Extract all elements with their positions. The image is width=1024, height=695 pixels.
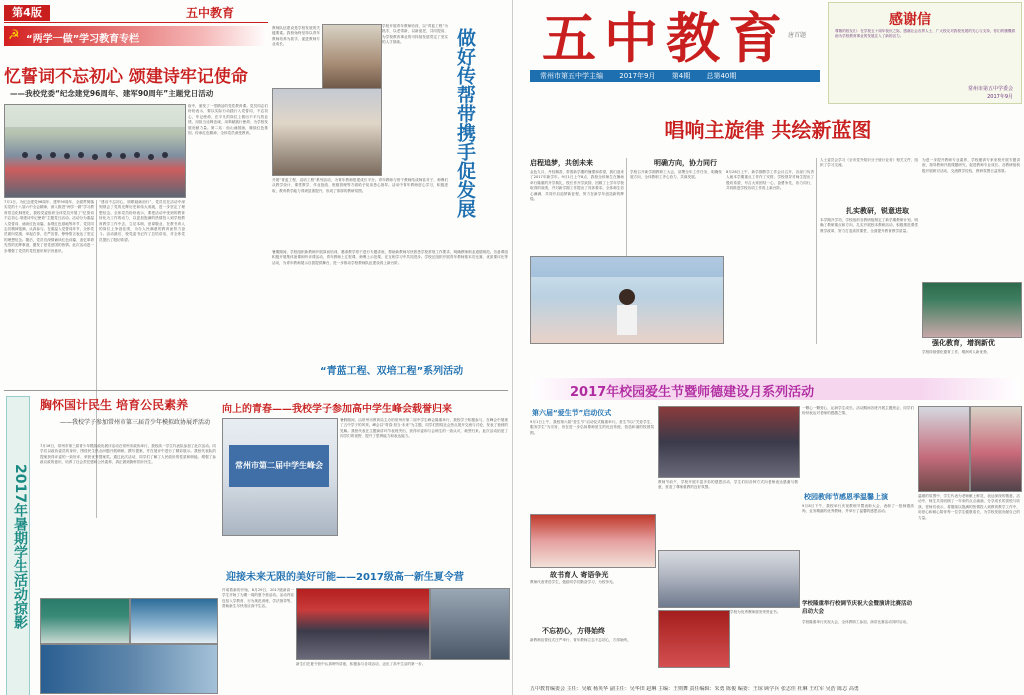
sub1-text: 9月1日上午，我校第六届“爱生节”启动仪式隆重举行。爱生节以“关爱学生、服务学生”为宗旨，旨在进一步弘扬尊师爱生的优良传统，营造和谐的校园氛围。 <box>530 420 654 435</box>
sub5-head: 学校隆重举行校调节庆祝大会暨演讲比赛活动启动大会 <box>802 601 913 615</box>
sub1-photo <box>530 514 656 568</box>
speaker-figure <box>531 257 723 343</box>
sub2-head: 故书育人 寄语争光 <box>550 571 609 579</box>
program-head: “青蓝工程、双培工程”系列活动 <box>320 366 464 377</box>
col-a-head: 启程追梦，共创未来 <box>530 159 593 167</box>
col-d-head: 强化教育，增润新优 <box>932 339 995 347</box>
party-article-col1: 7月1日，为纪念建党96周年、建军90周年，全面贯彻落实党的十八届六中全会精神，深入推进“两学一做”学习教育常态化制度化，我校党委组织全体党员开展了“忆誓词不忘初心 颂建诗牢记使命”主题党日活动。活动分为重温入党誓词、诵读红色诗篇、参观红色基地等环节，党员同志们精神饱满，认真参与。在重温入党誓词环节，全体党员面向党旗，举起右拳，庄严宣誓，铮铮誓言表达了坚定的理想信念。随后，党员们深情诵读红色诗篇，追忆革命先烈的光辉事迹，激发了爱党爱国的热情。此次活动进一步增强了党员的党性意识和宗旨意识。 <box>4 200 94 253</box>
party-group-photo <box>4 104 186 198</box>
mentoring-article-top: 学校开展青年教师培训，以“青蓝工程”为抓手，以老带新，以新促老，共同提高，为学校教育事业的可持续发展奠定了坚实的人才基础。 <box>382 24 448 45</box>
camp-audience-photo <box>430 588 510 660</box>
col-d-intro: 为进一步提升教师专业素养，学校邀请专家来校开展专题讲座，指导教师开展课题研究，促进教师专业成长。各教研组积极开展研讨活动，交流教学经验，教研氛围日益浓厚。 <box>922 158 1020 173</box>
festival-text-far-right: 温暖的氛围中，学生代表为老师献上鲜花，表达深深的敬意。活动中，师生共同回顾了一年来的点点滴滴，分享成长的喜悦与收获。老师们表示，将继续以饱满的热情投入到教育教学工作中，用爱心和耐心陪伴每一位学生健康成长，为学校发展贡献自己的力量。 <box>918 494 1020 520</box>
page-number-badge: 第4版 <box>4 5 50 21</box>
mentoring-photo-1 <box>322 24 382 90</box>
sub4-text: 9月8日下午，我校举行庆祝教师节暨表彰大会，表彰了一批师德高尚、业务精湛的优秀教师，并举行了温馨的感恩活动。 <box>802 504 914 514</box>
civic-photo-2 <box>130 598 218 644</box>
headline: 忆誓词不忘初心 颂建诗牢记使命 <box>4 67 248 87</box>
col-b-head: 明确方向，协力同行 <box>654 159 717 167</box>
civic-photo-3 <box>40 644 218 694</box>
certificate-photo <box>658 610 730 668</box>
sub1-head: 第六届“爱生节”启动仪式 <box>532 409 612 417</box>
sub3-head: 不忘初心，方得始终 <box>542 627 605 635</box>
col-b-text-2: 8月28日上午，新学期教学工作会议召开，各部门负责人就本学期重点工作作了安排，学校领导对师生提出了殷切希望，号召大家团结一心，奋勇争先，协力同行，共同推进学校各项工作再上新台阶。 <box>726 170 814 191</box>
mentoring-article-bottom: 暑期期间，学校组织新教师开展岗前培训，邀请教学骨干进行专题讲座，帮助新教师尽快熟悉学校常规工作要求，明确教师职业道德规范。各备课组积极开展集体备课和听评课活动，青年教师上汇报课、师傅上示范课，在互相学习中共同进步。学校还组织开展青年教师基本功比赛、优质课评比等活动，为青年教师展示自我提供舞台，进一步推动学校教师队伍建设再上新台阶。 <box>272 250 508 265</box>
top-rule <box>4 22 268 23</box>
sub4-head: 校园教师节感恩季温馨上演 <box>804 493 888 501</box>
mentoring-article-mid: 开展“青蓝工程、双培工程”系列活动，为青年教师搭建成长平台。青年教师与骨干教师结成师徒对子，师傅们从教学设计、课堂教学、作业批改、班级管理等方面给予徒弟悉心指导。活动中青年教师虚心学习，积极进取，教育教学能力得到显著提升，形成了浓厚的教研氛围。 <box>272 178 448 193</box>
summer-activity-side-title: 2017年暑期学生活动掠影 <box>6 396 30 695</box>
sub2-text: 教师代表寄语学生，勉励同学们勤奋学习，为校争光。 <box>530 580 617 584</box>
thanks-sign: 常州市第五中学委会 <box>967 86 1013 92</box>
editorial-footer: 五中教育编委会 主任：吴敏 杨英华 副主任：吴华田 赵琳 主编：王则舞 责任编辑：朱勇 陈俊 编委：王琼 顾学兵 张志佳 杜琳 王红军 吴浩 陈志 高勇 <box>530 686 859 692</box>
issue-date: 2017年9月 <box>619 72 656 80</box>
col-a-text: 金色九月，丹桂飘香，带着新学期的憧憬和希望，我们迎来了2017年新学年。9月1日上午8点，我校全体师生在操场举行隆重的开学典礼，校长作开学致辞，回顾了上学年学校取得的成绩，并对新学期工作提出了具体要求。全体师生信心满满，共同开启追梦新征程，努力在新学年创造新的辉煌。 <box>530 170 624 202</box>
party-emblem-icon: ☭ <box>8 28 20 43</box>
sub5-text: 学校隆重举行庆祝大会，全体教职工参加，演讲比赛活动同时启动。 <box>802 620 910 624</box>
main-title: 唱响主旋律 共绘新蓝图 <box>664 118 872 142</box>
col-c-head: 扎实教研，锐意进取 <box>846 207 909 215</box>
opening-ceremony-photo <box>530 256 724 344</box>
thanks-letter <box>828 2 1022 104</box>
col-b-text: 学校召开新学期教职工大会，部署全年工作任务，明确发展方向，全体教职工齐心协力，共谋发展。 <box>630 170 722 180</box>
masthead: 五中教育 <box>542 6 790 70</box>
group-people-figures <box>5 105 185 197</box>
civic-title: 胸怀国计民生 培育公民素养 <box>40 398 189 412</box>
right-page <box>512 0 1024 695</box>
camp-caption: 新生们在夏令营中认真聆听讲座，积极参与各项活动，迈出了高中生活的第一步。 <box>296 662 426 666</box>
total-issue: 总第40期 <box>706 72 737 80</box>
issue-bar <box>530 70 820 82</box>
subheadline: ——我校党委“纪念建党96周年、建军90周年”主题党日活动 <box>10 89 214 98</box>
award-ceremony-photo <box>922 282 1022 338</box>
top-logo: 五中教育 <box>186 6 235 20</box>
festival-stage-photo <box>658 406 800 478</box>
party-article-right: 宿中，颁发了一堂精活的党性教育课。党员同志们纷纷表示，要以实际行动践行入党誓词，不忘初心，牢记使命，在平凡的岗位上做出不平凡的业绩，用担当诠释忠诚，用奉献践行使命，为学校发展贡献力量。第二站：仙山诵国画，赓续红色基因，传承红色精神，全体党员深受教育。 <box>188 104 268 136</box>
summit-banner-board: 常州市第二届中学生峰会 <box>229 445 329 487</box>
flowers-photo-2 <box>970 406 1022 492</box>
sub3-text: 新教师宣誓仪式庄严举行，青年教师立志不忘初心，方得始终。 <box>530 638 631 642</box>
party-banner <box>4 26 268 46</box>
civic-subtitle: ——我校学子参加常州市第三届青少年模拟政协展评活动 <box>60 419 211 426</box>
thanks-body: 尊敬的校友们：在学校五十周年校庆之际，感谢社会各界人士、广大校友对我校发展的关心与支持，你们的慷慨捐助为学校教育事业的发展注入了新的活力。 <box>835 29 1015 39</box>
thanks-date: 2017年9月 <box>987 94 1013 100</box>
flowers-photo-1 <box>918 406 970 492</box>
camp-article: 许诺着新的开始，8月29日，2017级新高一学生开始了为期一周的夏令营活动。活动内容包括入学教育、行为规范训练、学法指导等，帮助新生尽快适应高中生活。 <box>222 588 294 609</box>
camp-stage-photo <box>296 588 430 660</box>
teachers-group-photo <box>658 550 800 608</box>
civic-article: 7月16日，常州市第三届青少年模拟政协展评活动在常州市政协举行，我校高一学生代表队参加了此次活动。同学们以政协委员的身份，围绕民生热点问题开展调研，撰写提案，并在展评中进行了精彩展示。我校代表队的提案获得评委的一致好评，荣获优秀提案奖。通过此次活动，同学们了解了人民政协的性质和职能，增强了参政议政的意识，培养了社会责任感和公民素养，真正做到胸怀国计民生。 <box>40 444 216 465</box>
festival-text-low: 学校为优秀教师颁发荣誉证书。 <box>730 610 781 614</box>
banner-title: “两学一做”学习教育专栏 <box>26 34 140 45</box>
col-c-text: 本学期开学初，学校组织各教研组制定了新学期教研计划，明确了教研重点和方向，扎实开展校本教研活动，积极推进课堂教学改革，努力打造高效课堂，全面提升教育教学质量。 <box>820 218 918 233</box>
mentoring-photo-2 <box>272 88 382 176</box>
masthead-seal: 唐首题 <box>788 32 807 39</box>
publisher: 常州市第五中学主编 <box>540 72 603 80</box>
festival-text-right: 一颗心一颗爱心，沁润学生成长。活动期间各班开展主题班会，同学们纷纷表达对老师的感激之情。 <box>802 406 914 416</box>
festival-banner <box>530 378 1020 400</box>
thanks-title: 感谢信 <box>889 12 931 28</box>
party-article-col2: “建诗不忘初心，颂歌砥砺前行”，党员们在活动中深刻领会了党的光辉历史和伟大成就，进一步坚定了理想信念。全体党员纷纷表示，要把活动中受到的教育转化为工作的动力，以更加饱满的热情投入到学校教育教学工作中去，立足本职，爱岗敬业，在教书育人的岗位上争创佳绩，为办人民满意的教育而努力奋斗。活动最后，校党委书记作了总结讲话，对全体党员提出了殷切希望。 <box>99 200 185 242</box>
col-d-text: 学校持续强化德育工作，增润育人新优势。 <box>922 350 991 354</box>
summit-article: 暑假期间，由常州市教育局主办的常州市第二届中学生峰会隆重举行，我校学子积极参与，在峰会中展现了五中学子的风采。峰会以“青春·担当·未来”为主题，同学们围绕社会热点展开交流与讨论，发表了独到的见解。我校代表在主题演讲环节表现突出，获得评委和与会师生的一致认可，载誉归来。此次活动拓宽了同学们的视野，提升了思辨能力和表达能力。 <box>340 418 508 439</box>
festival-banner-title: 2017年校园爱生节暨师德建设月系列活动 <box>570 385 815 400</box>
mentoring-vertical-title: 做好传帮带携手促发展 <box>454 28 476 218</box>
issue-number: 第4期 <box>671 72 691 80</box>
col-c-intro: 人士委员会学习《全市党外知识分子统计业务》相关文件，组织了学习交流。 <box>820 158 918 168</box>
civic-photo-1 <box>40 598 130 644</box>
festival-text-mid: 教师节前夕，学校开展丰富多彩的感恩活动，学生们用各种方式向老师表达感谢与敬意，营造了尊师重教的良好氛围。 <box>658 480 798 490</box>
camp-title: 迎接未来无限的美好可能——2017级高一新生夏令营 <box>226 572 464 583</box>
summit-banner-photo <box>222 418 338 536</box>
summit-title: 向上的青春——我校学子参加高中学生峰会载誉归来 <box>222 404 452 415</box>
mentoring-intro: 教师队伍建设是学校发展的关键要素。我校始终坚持以青年教师培养为抓手，促进教师专业成长。 <box>272 26 320 47</box>
